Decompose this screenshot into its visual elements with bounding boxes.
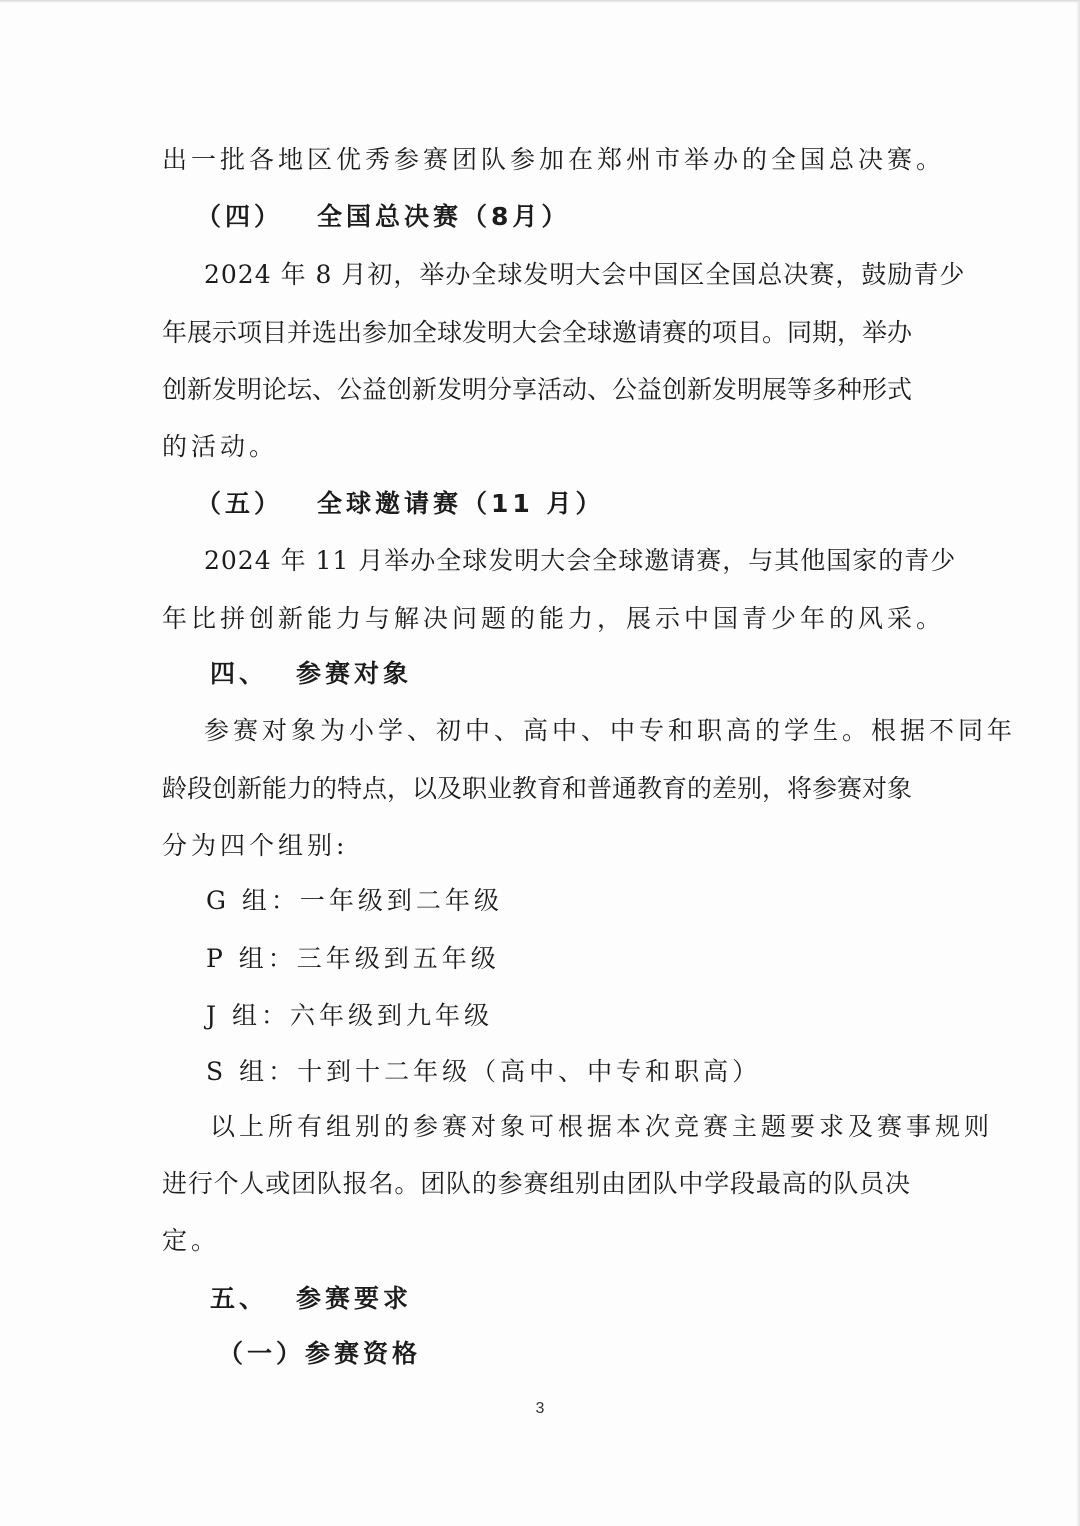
paragraph-line: 分为四个组别: — [162, 831, 349, 860]
paragraph-line: 以上所有组别的参赛对象可根据本次竞赛主题要求及赛事规则 — [210, 1112, 994, 1141]
paragraph-line: 定。 — [162, 1226, 221, 1255]
subheading-title: 全球邀请赛（11 月） — [317, 489, 605, 518]
group-item-p: P 组：三年级到五年级 — [206, 944, 500, 973]
paragraph-line: 年展示项目并选出参加全球发明大会全球邀请赛的项目。同期，举办 — [162, 318, 913, 347]
section-heading-participants — [210, 657, 412, 691]
paragraph-line: 龄段创新能力的特点，以及职业教育和普通教育的差别，将参赛对象 — [162, 774, 913, 803]
subheading-number: （五） — [196, 489, 284, 518]
subheading-title: 全国总决赛（8月） — [317, 202, 571, 231]
scan-edge-top — [0, 0, 1080, 3]
subheading-number: （四） — [196, 202, 284, 231]
group-item-g: G 组：一年级到二年级 — [206, 886, 503, 915]
section-number: 五、 — [210, 1284, 269, 1313]
subheading-final — [196, 200, 570, 234]
page-number: 3 — [535, 1400, 545, 1417]
section-number: 四、 — [210, 659, 269, 688]
paragraph-line: 2024 年 8 月初，举办全球发明大会中国区全国总决赛，鼓励青少 — [204, 260, 966, 289]
group-item-s: S 组：十到十二年级（高中、中专和职高） — [206, 1057, 762, 1086]
subheading-eligibility: （一）参赛资格 — [218, 1339, 422, 1368]
paragraph-line: 的活动。 — [162, 432, 279, 461]
section-title: 参赛对象 — [296, 659, 413, 688]
subheading-global — [196, 487, 605, 521]
paragraph-line: 参赛对象为小学、初中、高中、中专和职高的学生。根据不同年 — [204, 716, 1017, 745]
group-item-j: J 组：六年级到九年级 — [206, 1001, 493, 1030]
paragraph-line: 年比拼创新能力与解决问题的能力，展示中国青少年的风采。 — [162, 604, 946, 633]
paragraph-line: 进行个人或团队报名。团队的参赛组别由团队中学段最高的队员决 — [162, 1169, 910, 1198]
section-title: 参赛要求 — [296, 1284, 413, 1313]
scan-edge-right — [1076, 0, 1080, 1526]
section-heading-requirements — [210, 1282, 412, 1316]
paragraph-line: 创新发明论坛、公益创新发明分享活动、公益创新发明展等多种形式 — [162, 375, 913, 404]
paragraph-line: 2024 年 11 月举办全球发明大会全球邀请赛，与其他国家的青少 — [204, 546, 957, 575]
paragraph-line: 出一批各地区优秀参赛团队参加在郑州市举办的全国总决赛。 — [162, 145, 946, 174]
